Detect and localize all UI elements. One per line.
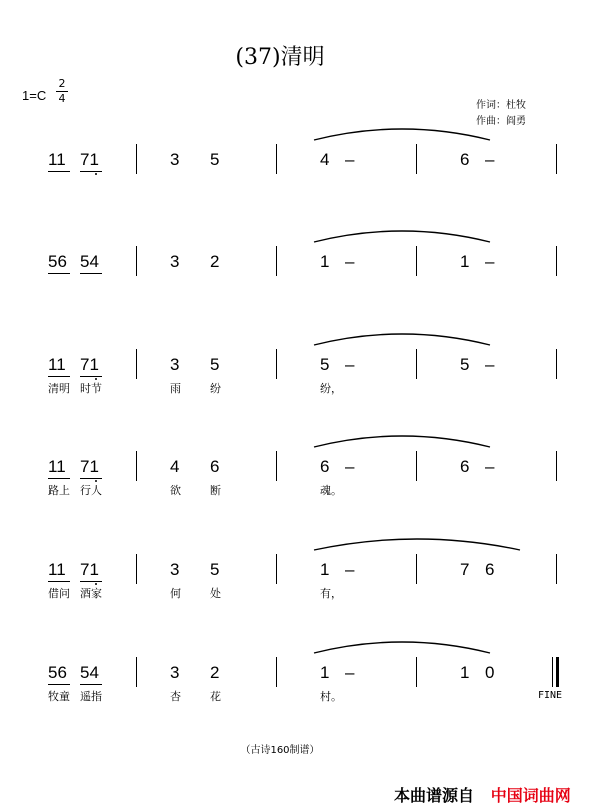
note-6: – — [345, 663, 355, 682]
lyric-5: 纷， — [320, 382, 342, 395]
lyric-4: 处 — [210, 587, 221, 600]
lyric-2: 酒家 — [80, 587, 102, 600]
note-1: 11 — [48, 560, 66, 579]
source-credit — [394, 783, 571, 806]
note-7: 6 — [460, 457, 470, 476]
lyric-3: 欲 — [170, 484, 181, 497]
note-4: 5 — [210, 560, 220, 579]
note-7: 7 — [460, 560, 470, 579]
slur — [314, 642, 490, 653]
lyric-5: 有， — [320, 587, 342, 600]
lyric-1: 清明 — [48, 382, 70, 395]
note-7: 6 — [460, 150, 470, 169]
note-7: 1 — [460, 252, 470, 271]
source-site: 中国词曲网 — [490, 786, 571, 805]
note-5: 4 — [320, 150, 330, 169]
note-3: 3 — [170, 252, 180, 271]
note-7: 1 — [460, 663, 470, 682]
note-4: 5 — [210, 150, 220, 169]
note-1: 11 — [48, 150, 66, 169]
meter-bottom: 4 — [58, 92, 66, 105]
note-8: – — [485, 150, 495, 169]
note-6: – — [345, 252, 355, 271]
lyric-3: 何 — [170, 587, 181, 600]
composer-credit: 作曲：阎勇 — [476, 116, 526, 127]
note-5: 1 — [320, 663, 330, 682]
note-4: 5 — [210, 355, 220, 374]
lyric-5: 魂。 — [320, 484, 342, 497]
arranger-note: （古诗160制谱） — [240, 745, 320, 756]
fine-marker: FINE — [538, 690, 563, 701]
note-5: 1 — [320, 252, 330, 271]
lyric-5: 村。 — [320, 690, 342, 703]
lyric-3: 雨 — [170, 382, 181, 395]
lyricist-credit: 作词：杜牧 — [476, 100, 526, 111]
lyric-1: 路上 — [48, 484, 70, 497]
source-prefix: 本曲谱源自 — [394, 786, 475, 805]
key-signature: 1=C — [22, 88, 47, 103]
note-5: 6 — [320, 457, 330, 476]
note-3: 3 — [170, 663, 180, 682]
slur — [314, 539, 520, 550]
note-2: 71 — [80, 457, 99, 476]
slur — [314, 129, 490, 140]
note-6: – — [345, 560, 355, 579]
page-title: (37)清明 — [235, 45, 325, 70]
note-3: 3 — [170, 560, 180, 579]
note-8: 6 — [485, 560, 495, 579]
lyric-4: 纷 — [210, 382, 221, 395]
note-3: 4 — [170, 457, 180, 476]
note-2: 54 — [80, 663, 99, 682]
note-1: 11 — [48, 457, 66, 476]
note-4: 2 — [210, 252, 220, 271]
note-2: 71 — [80, 150, 99, 169]
lyric-4: 花 — [210, 690, 221, 703]
lyric-1: 牧童 — [48, 690, 70, 703]
note-5: 5 — [320, 355, 330, 374]
lyric-2: 遥指 — [80, 690, 102, 703]
note-2: 54 — [80, 252, 99, 271]
note-3: 3 — [170, 355, 180, 374]
lyric-3: 杏 — [170, 690, 181, 703]
note-8: – — [485, 457, 495, 476]
note-2: 71 — [80, 355, 99, 374]
note-3: 3 — [170, 150, 180, 169]
note-5: 1 — [320, 560, 330, 579]
lyric-2: 时节 — [80, 382, 102, 395]
note-6: – — [345, 150, 355, 169]
note-6: – — [345, 355, 355, 374]
slur — [314, 436, 490, 447]
note-7: 5 — [460, 355, 470, 374]
note-1: 11 — [48, 355, 66, 374]
note-8: 0 — [485, 663, 495, 682]
lyric-4: 断 — [210, 484, 221, 497]
note-4: 6 — [210, 457, 220, 476]
slur — [314, 231, 490, 242]
note-2: 71 — [80, 560, 99, 579]
note-8: – — [485, 355, 495, 374]
note-1: 56 — [48, 663, 67, 682]
slur — [314, 334, 490, 345]
note-8: – — [485, 252, 495, 271]
lyric-2: 行人 — [80, 484, 102, 497]
note-1: 56 — [48, 252, 67, 271]
note-4: 2 — [210, 663, 220, 682]
meter-top: 2 — [58, 77, 66, 90]
lyric-1: 借问 — [48, 587, 70, 600]
note-6: – — [345, 457, 355, 476]
